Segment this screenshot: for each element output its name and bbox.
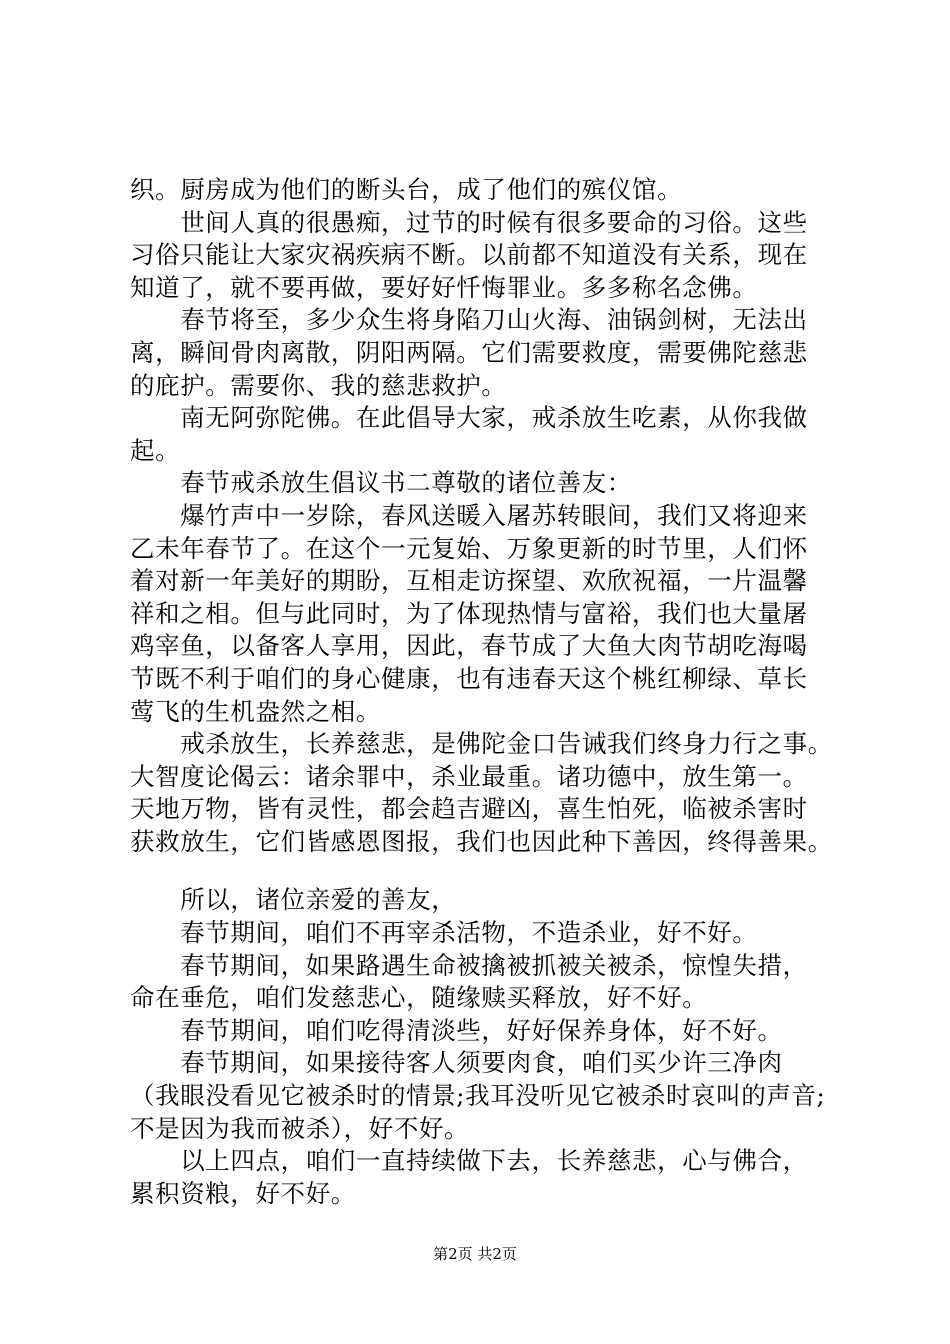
text-line: 南无阿弥陀佛。在此倡导大家，戒杀放生吃素，从你我做 (130, 403, 808, 433)
text-line: 的庇护。需要你、我的慈悲救护。 (130, 370, 507, 400)
text-line: 获救放生，它们皆感恩图报，我们也因此种下善因，终得善果。 (130, 826, 833, 856)
text-line: 爆竹声中一岁除，春风送暖入屠苏转眼间，我们又将迎来 (130, 500, 808, 530)
text-line: 命在垂危，咱们发慈悲心，随缘赎买释放，好不好。 (130, 983, 708, 1013)
document-body (130, 174, 842, 1210)
text-line: 累积资粮，好不好。 (130, 1178, 356, 1208)
text-line: 大智度论偈云：诸余罪中，杀业最重。诸功德中，放生第一。 (130, 761, 808, 791)
text-line: 戒杀放生，长养慈悲，是佛陀金口告诫我们终身力行之事。 (130, 729, 833, 759)
text-line: 以上四点，咱们一直持续做下去，长养慈悲，心与佛合， (130, 1146, 808, 1176)
text-line: 春节期间，咱们不再宰杀活物，不造杀业，好不好。 (130, 918, 758, 948)
text-line: 习俗只能让大家灾祸疾病不断。以前都不知道没有关系，现在 (130, 240, 808, 270)
text-line: 莺飞的生机盎然之相。 (130, 696, 381, 726)
text-line: 着对新一年美好的期盼，互相走访探望、欢欣祝福，一片温馨 (130, 566, 808, 596)
text-line: 鸡宰鱼，以备客人享用，因此，春节成了大鱼大肉节胡吃海喝 (130, 631, 808, 661)
page-footer: 第2页 共2页 (433, 1245, 517, 1263)
text-line: 织。厨房成为他们的断头台，成了他们的殡仪馆。 (130, 175, 683, 204)
text-line: 起。 (130, 435, 181, 465)
text-line: 不是因为我而被杀），好不好。 (130, 1113, 470, 1143)
text-line: 所以，诸位亲爱的善友， (130, 885, 457, 915)
paragraph-gap (130, 858, 842, 884)
text-line: 天地万物，皆有灵性，都会趋吉避凶，喜生怕死，临被杀害时 (130, 794, 808, 824)
text-line: 乙未年春节了。在这个一元复始、万象更新的时节里，人们怀 (130, 533, 808, 563)
text-line: 春节期间，如果路遇生命被擒被抓被关被杀，惊惶失措， (130, 950, 808, 980)
text-line: 知道了，就不要再做，要好好忏悔罪业。多多称名念佛。 (130, 272, 758, 302)
text-line: 祥和之相。但与此同时，为了体现热情与富裕，我们也大量屠 (130, 598, 808, 628)
text-line: 春节期间，如果接待客人须要肉食，咱们买少许三净肉 (130, 1048, 783, 1078)
text-line: 春节期间，咱们吃得清淡些，好好保养身体，好不好。 (130, 1015, 783, 1045)
text-line: 世间人真的很愚痴，过节的时候有很多要命的习俗。这些 (130, 207, 808, 237)
text-line: 春节将至，多少众生将身陷刀山火海、油锅剑树，无法出 (130, 305, 808, 335)
text-line: 春节戒杀放生倡议书二尊敬的诸位善友： (130, 468, 632, 498)
text-line: 节既不利于咱们的身心健康，也有违春天这个桃红柳绿、草长 (130, 663, 808, 693)
text-line: （我眼没看见它被杀时的情景;我耳没听见它被杀时哀叫的声音; (130, 1081, 826, 1111)
text-line: 离，瞬间骨肉离散，阴阳两隔。它们需要救度，需要佛陀慈悲 (130, 337, 808, 367)
